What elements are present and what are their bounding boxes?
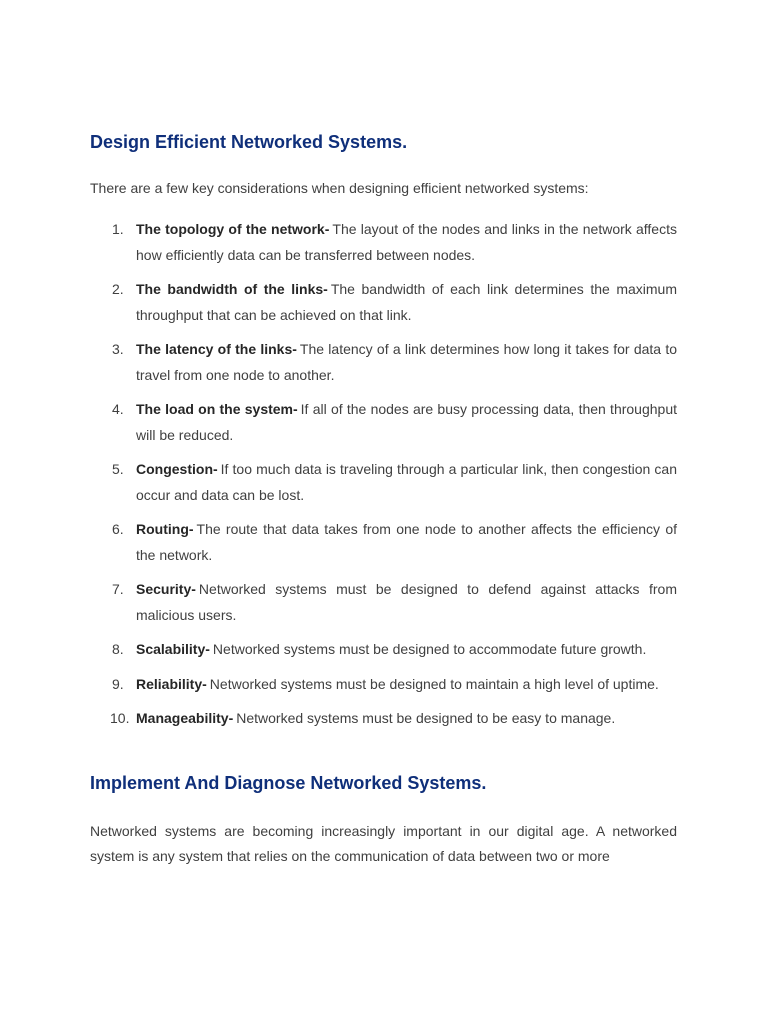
- list-item-number: 5.: [112, 461, 124, 477]
- list-item-text: The latency of a link determines how long it takes for data to travel from one node to another.: [136, 341, 677, 383]
- list-item-number: 10.: [110, 710, 130, 726]
- list-item-text: Networked systems must be designed to accommodate future growth.: [212, 641, 647, 657]
- list-item-term: The latency of the links-: [136, 341, 297, 357]
- list-item: [90, 457, 677, 508]
- considerations-list: [90, 217, 677, 732]
- list-item-number: 4.: [112, 401, 124, 417]
- list-item: [90, 577, 677, 628]
- list-item-text: The route that data takes from one node to another affects the efficiency of the network.: [136, 521, 677, 563]
- list-item: [90, 637, 677, 663]
- list-item-term: Congestion-: [136, 461, 218, 477]
- list-item-term: The topology of the network-: [136, 221, 330, 237]
- list-item-term: The load on the system-: [136, 401, 298, 417]
- list-item-number: 1.: [112, 221, 124, 237]
- list-item-number: 6.: [112, 521, 124, 537]
- list-item-term: Reliability-: [136, 675, 207, 692]
- list-item-text: Networked systems must be designed to maintain a high level of uptime.: [209, 675, 659, 692]
- list-item-text: If all of the nodes are busy processing data, then throughput will be reduced.: [136, 401, 678, 443]
- section-paragraph: Networked systems are becoming increasingly important in our digital age. A networked system is any system that relies on the communication of data between two or more: [90, 822, 677, 864]
- list-item: [90, 672, 677, 698]
- section-heading-design: Design Efficient Networked Systems.: [90, 132, 408, 152]
- section-heading-implement: Implement And Diagnose Networked Systems.: [90, 772, 487, 793]
- document-page: [90, 128, 677, 870]
- list-item-term: Scalability-: [136, 641, 210, 657]
- list-item-text: Networked systems must be designed to be easy to manage.: [236, 710, 616, 726]
- list-item-number: 2.: [112, 281, 124, 297]
- list-item-term: Manageability-: [136, 710, 234, 726]
- list-item-text: The bandwidth of each link determines the maximum throughput that can be achieved on that link.: [136, 281, 677, 323]
- list-item-number: 8.: [112, 641, 124, 657]
- list-item-number: 3.: [112, 341, 124, 357]
- list-item-number: 7.: [112, 581, 124, 597]
- list-item: [90, 217, 677, 268]
- list-item-number: 9.: [112, 675, 124, 692]
- list-item-term: Routing-: [136, 521, 194, 537]
- list-item: [90, 706, 677, 732]
- section-implement: [90, 769, 677, 870]
- list-item-text: Networked systems must be designed to defend against attacks from malicious users.: [136, 581, 677, 623]
- list-item: [90, 517, 677, 568]
- list-item: [90, 337, 677, 388]
- list-item-text: The layout of the nodes and links in the network affects how efficiently data can be transferred between nodes.: [136, 221, 677, 263]
- list-item-term: Security-: [136, 581, 196, 597]
- list-item-term: The bandwidth of the links-: [136, 281, 328, 297]
- list-item-text: If too much data is traveling through a particular link, then congestion can occur and data can be lost.: [136, 461, 677, 503]
- list-item: [90, 277, 677, 328]
- list-item: [90, 397, 677, 448]
- intro-paragraph: There are a few key considerations when designing efficient networked systems:: [90, 180, 589, 196]
